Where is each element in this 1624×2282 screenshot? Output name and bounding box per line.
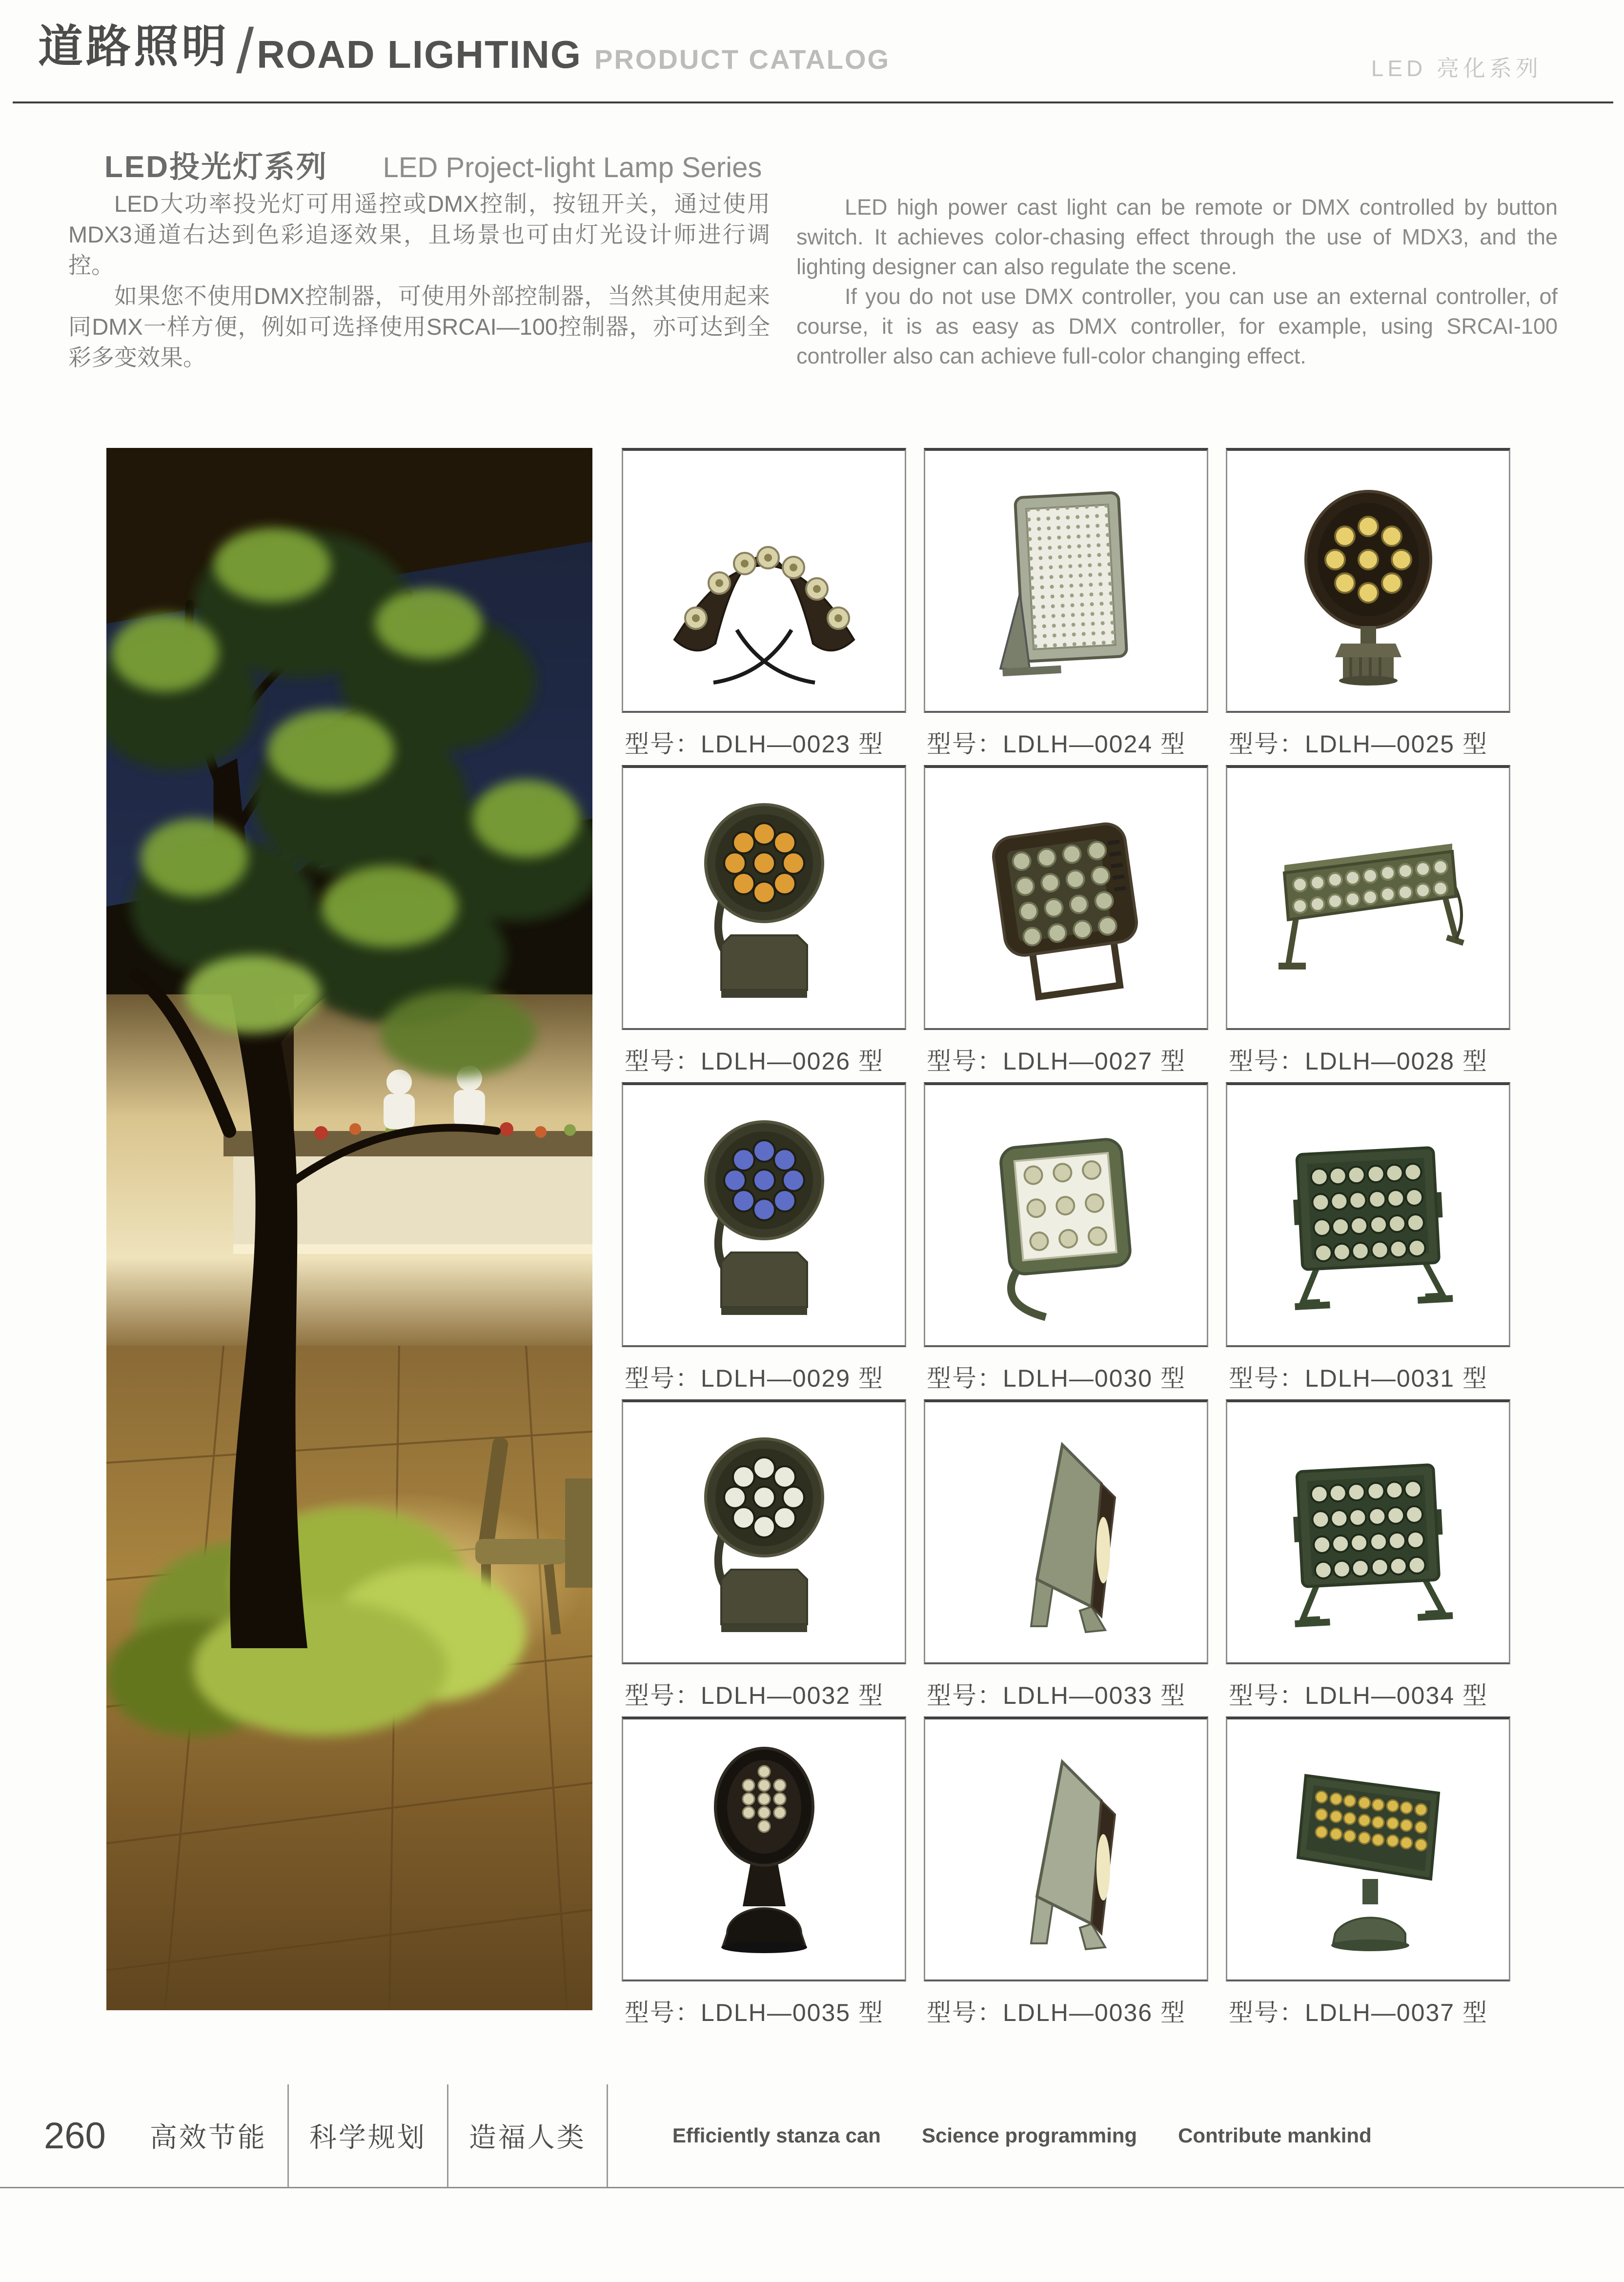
product-model-label: 型号：LDLH—0031 型 [1229,1365,1488,1392]
product-model-label: 型号：LDLH—0023 型 [625,730,884,758]
product-card [622,448,906,765]
product-lamp-icon [969,466,1164,696]
product-lamp-icon [969,784,1164,1013]
product-card [924,1082,1208,1399]
product-card [622,1399,906,1717]
footer-slogan-cn: 高效节能 [129,2084,289,2187]
product-model-label: 型号：LDLH—0026 型 [625,1048,884,1075]
product-model-label: 型号：LDLH—0029 型 [625,1365,884,1392]
footer-slogan-en: Science programming [921,2124,1137,2147]
page-number: 260 [44,2115,106,2157]
product-lamp-icon [1271,466,1466,696]
brand-title-cn: 道路照明 [38,22,230,72]
series-label: LED 亮化系列 [1371,56,1542,81]
product-model-label: 型号：LDLH—0035 型 [625,1999,884,2026]
product-lamp-icon [667,1418,862,1647]
product-model-label: 型号：LDLH—0032 型 [625,1682,884,1709]
intro-chinese [68,188,770,373]
intro-english [796,192,1558,371]
header-divider [13,101,1613,103]
product-card [1226,1717,1510,2034]
product-image-frame [1226,1717,1510,1981]
intro-en-paragraph: If you do not use DMX controller, you can use an external controller, of course, it is as easy as DMX controller, for example, using SRCAI-100 controller also can achieve full-color changing effect. [796,284,1558,368]
product-lamp-icon [667,1735,862,1964]
product-image-frame [924,1399,1208,1664]
product-image-frame [622,448,906,713]
product-model-label: 型号：LDLH—0033 型 [927,1682,1186,1709]
footer-slogan-en: Contribute mankind [1178,2124,1372,2147]
product-lamp-icon [1271,1735,1466,1964]
product-image-frame [1226,448,1510,713]
product-image-frame [622,1717,906,1981]
intro-cn-paragraph: LED大功率投光灯可用遥控或DMX控制，按钮开关，通过使用MDX3通道右达到色彩追逐效果，且场景也可由灯光设计师进行调控。 [68,191,770,278]
footer-divider [0,2187,1624,2188]
product-model-label: 型号：LDLH—0025 型 [1229,730,1488,758]
product-card [622,765,906,1082]
product-model-label: 型号：LDLH—0028 型 [1229,1048,1488,1075]
catalog-label: PRODUCT CATALOG [594,44,891,75]
product-image-frame [924,765,1208,1030]
product-image-frame [1226,765,1510,1030]
footer-slogan-en: Efficiently stanza can [672,2124,881,2147]
product-lamp-icon [667,1101,862,1330]
product-card [1226,448,1510,765]
product-card [622,1717,906,2034]
product-lamp-icon [667,784,862,1013]
product-lamp-icon [969,1101,1164,1330]
product-card [1226,1082,1510,1399]
product-model-label: 型号：LDLH—0037 型 [1229,1999,1488,2026]
product-image-frame [924,1082,1208,1347]
section-title [104,142,762,186]
product-card [1226,1399,1510,1717]
product-model-label: 型号：LDLH—0024 型 [927,730,1186,758]
brand-header [38,15,891,86]
intro-en-paragraph: LED high power cast light can be remote or DMX controlled by button switch. It achieves color-chasing effect through the use of MDX3, and the lighting designer can also regulate the scene. [796,195,1558,279]
product-card [622,1082,906,1399]
product-image-frame [622,1399,906,1664]
product-lamp-icon [1271,1101,1466,1330]
product-image-frame [924,1717,1208,1981]
product-lamp-icon [1271,1418,1466,1647]
product-image-frame [622,765,906,1030]
footer-slogan-cn: 科学规划 [289,2084,448,2187]
product-model-label: 型号：LDLH—0030 型 [927,1365,1186,1392]
product-lamp-icon [969,1418,1164,1647]
product-card [1226,765,1510,1082]
section-title-cn: LED投光灯系列 [104,150,328,184]
product-image-frame [1226,1082,1510,1347]
product-image-frame [622,1082,906,1347]
night-garden-photo [106,448,592,2010]
product-card [924,1717,1208,2034]
brand-title-en: ROAD LIGHTING [257,33,582,76]
product-lamp-icon [667,466,862,696]
product-model-label: 型号：LDLH—0034 型 [1229,1682,1488,1709]
brand-separator: / [236,15,254,86]
product-image-frame [1226,1399,1510,1664]
product-image-frame [924,448,1208,713]
product-card [924,1399,1208,1717]
product-grid [622,448,1511,2034]
product-lamp-icon [969,1735,1164,1964]
page-footer [44,2084,1372,2187]
intro-cn-paragraph: 如果您不使用DMX控制器，可使用外部控制器，当然其使用起来同DMX一样方便，例如可选择使用SRCAI—100控制器，亦可达到全彩多变效果。 [68,283,770,370]
footer-slogans-en [672,2124,1372,2147]
product-lamp-icon [1271,784,1466,1013]
product-model-label: 型号：LDLH—0036 型 [927,1999,1186,2026]
product-card [924,448,1208,765]
product-card [924,765,1208,1082]
product-model-label: 型号：LDLH—0027 型 [927,1048,1186,1075]
footer-slogan-cn: 造福人类 [448,2084,608,2187]
section-title-en: LED Project-light Lamp Series [383,152,762,183]
